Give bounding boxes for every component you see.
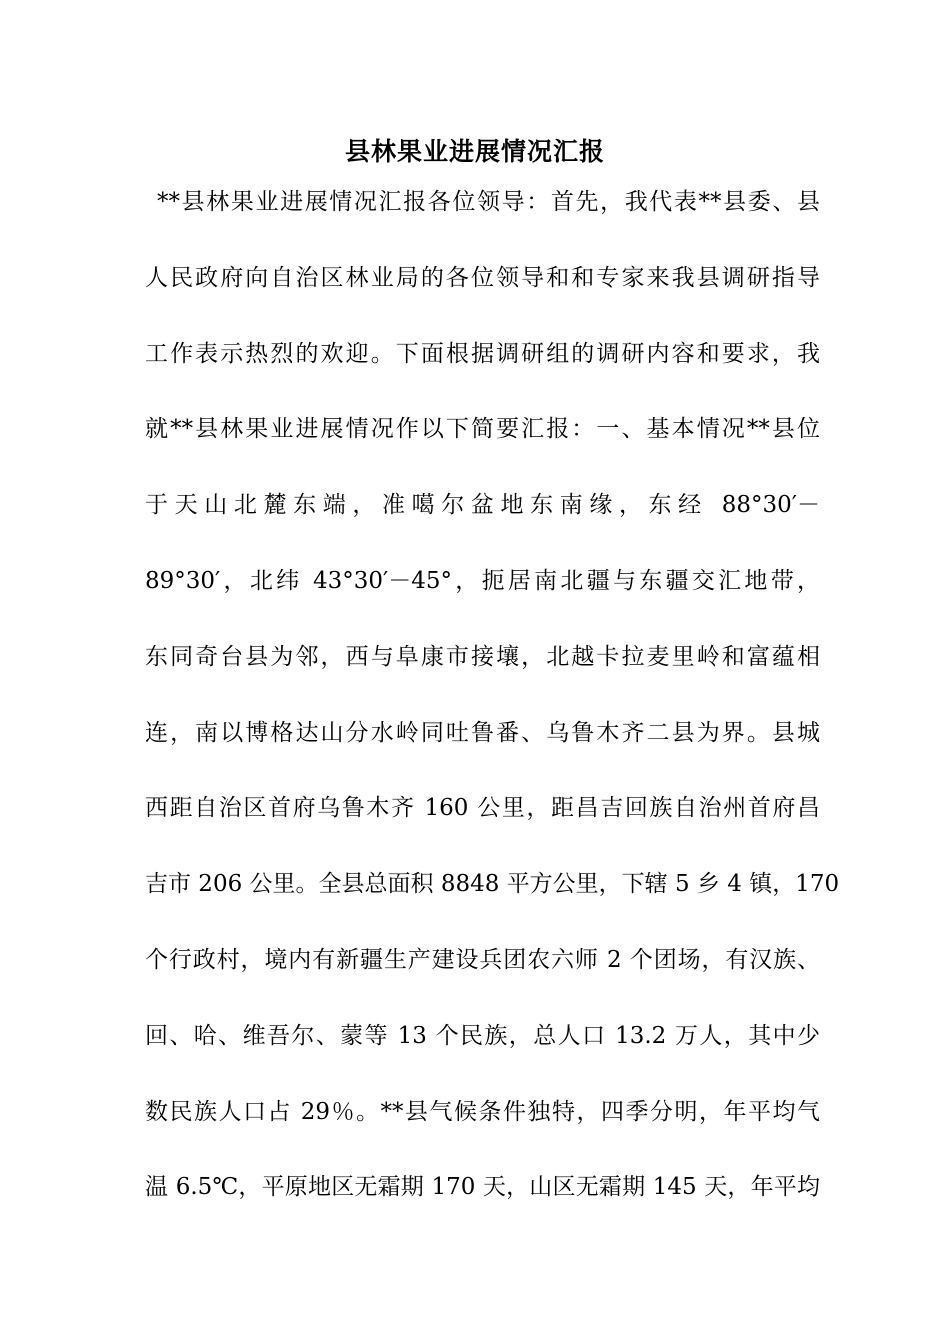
body-line: 西距自治区首府乌鲁木齐 160 公里，距昌吉回族自治州首府昌 <box>145 795 820 822</box>
body-line: **县林果业进展情况汇报各位领导：首先，我代表**县委、县 <box>157 189 820 215</box>
body-line: 吉市 206 公里。全县总面积 8848 平方公里，下辖 5 乡 4 镇，170 <box>145 871 840 898</box>
body-line: 89°30′，北纬 43°30′－45°，扼居南北疆与东疆交汇地带， <box>145 567 820 594</box>
body-line: 人民政府向自治区林业局的各位领导和和专家来我县调研指导 <box>145 264 820 291</box>
body-line: 回、哈、维吾尔、蒙等 13 个民族，总人口 13.2 万人，其中少 <box>145 1022 820 1049</box>
body-line: 数民族人口占 29％。**县气候条件独特，四季分明，年平均气 <box>145 1098 820 1125</box>
body-line: 连，南以博格达山分水岭同吐鲁番、乌鲁木齐二县为界。县城 <box>145 719 820 746</box>
body-line: 温 6.5℃，平原地区无霜期 170 天，山区无霜期 145 天，年平均 <box>145 1174 820 1201</box>
document-body <box>145 184 840 1245</box>
body-line: 就**县林果业进展情况作以下简要汇报：一、基本情况**县位 <box>145 416 820 443</box>
body-line: 东同奇台县为邻，西与阜康市接壤，北越卡拉麦里岭和富蕴相 <box>145 643 820 670</box>
body-line: 工作表示热烈的欢迎。下面根据调研组的调研内容和要求，我 <box>145 340 820 367</box>
body-line: 个行政村，境内有新疆生产建设兵团农六师 2 个团场，有汉族、 <box>145 946 820 973</box>
body-line: 于天山北麓东端，准噶尔盆地东南缘，东经 88°30′－ <box>145 492 820 519</box>
document-title: 县林果业进展情况汇报 <box>344 137 605 166</box>
